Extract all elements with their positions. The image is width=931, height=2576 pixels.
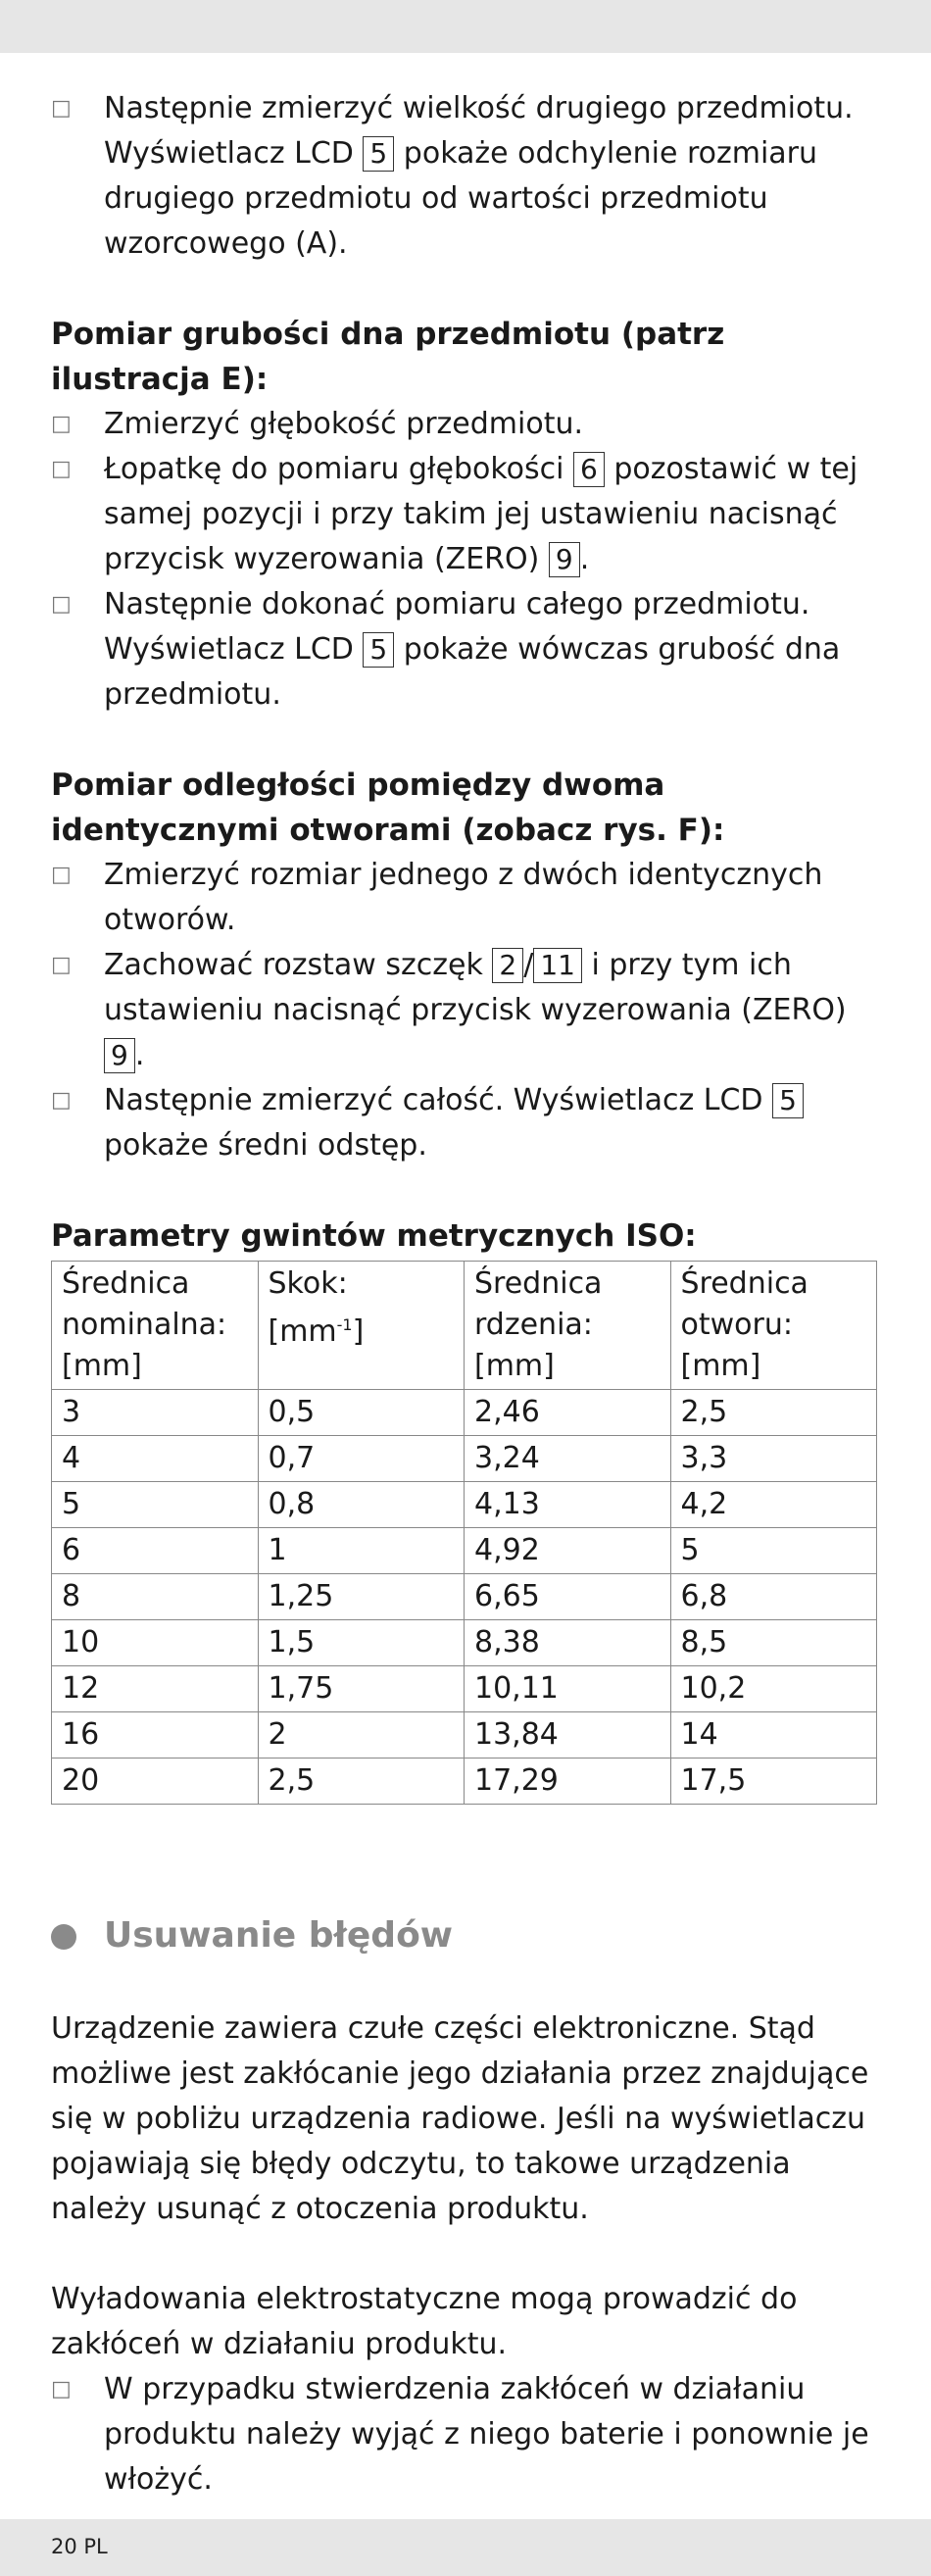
paragraph: Urządzenie zawiera czułe części elektroniczne. Stąd możliwe jest zakłócanie jego działania przez znajdujące się w pobliżu urządzenia radiowe. Jeśli na wyświetlaczu pojawiają się błędy odczytu, to takowe urządzenia należy usunąć z otoczenia produktu.	[51, 2011, 869, 2226]
top-bar	[0, 0, 931, 53]
list-item	[51, 943, 880, 1078]
bullet-dot-icon	[51, 1924, 76, 1950]
reference-number: 9	[104, 1038, 135, 1073]
slash: /	[523, 948, 534, 982]
checkbox-bullet-icon: □	[51, 592, 72, 617]
reference-number: 9	[549, 542, 580, 577]
reference-number: 5	[363, 136, 394, 172]
header-cell-pitch: Skok: $[mm^{-1}]$	[258, 1262, 465, 1390]
table-heading: Parametry gwintów metrycznych ISO:	[51, 1218, 697, 1254]
item-text: Zmierzyć głębokość przedmiotu.	[104, 407, 584, 441]
table-row: 10 1,5 8,38 8,5	[52, 1620, 877, 1666]
item-text: Następnie dokonać pomiaru całego przedmiotu. Wyświetlacz LCD	[104, 587, 810, 667]
item-text: Następnie zmierzyć całość. Wyświetlacz LCD	[104, 1083, 763, 1117]
reference-number: 6	[573, 452, 605, 487]
list-item	[51, 853, 880, 943]
table-row: 3 0,5 2,46 2,5	[52, 1390, 877, 1436]
section-heading: Pomiar odległości pomiędzy dwoma identycznymi otworami (zobacz rys. F):	[51, 768, 725, 848]
checkbox-bullet-icon: □	[51, 96, 72, 121]
paragraph: Wyładowania elektrostatyczne mogą prowadzić do zakłóceń w działaniu produktu.	[51, 2282, 798, 2361]
item-text: .	[579, 542, 590, 576]
checkbox-bullet-icon: □	[51, 1088, 72, 1113]
header-cell-nominal: Średnica nominalna: [mm]	[52, 1262, 259, 1390]
item-text: pokaże odchylenie rozmiaru drugiego przedmiotu od wartości przedmiotu wzorcowego (A).	[104, 136, 818, 261]
item-text: i przy tym ich ustawieniu nacisnąć przycisk wyzerowania (ZERO)	[104, 948, 847, 1027]
table-row: 8 1,25 6,65 6,8	[52, 1574, 877, 1620]
header-cell-core: Średnica rdzenia: [mm]	[465, 1262, 671, 1390]
reference-number: 11	[533, 948, 582, 983]
item-text: Łopatkę do pomiaru głębokości	[104, 452, 564, 486]
item-text: W przypadku stwierdzenia zakłóceń w działaniu produktu należy wyjąć z niego baterie i ponownie je włożyć.	[104, 2372, 869, 2497]
table-row: 4 0,7 3,24 3,3	[52, 1436, 877, 1482]
checkbox-bullet-icon: □	[51, 412, 72, 436]
reference-number: 2	[492, 948, 523, 983]
table-row: 16 2 13,84 14	[52, 1712, 877, 1759]
list-item	[51, 1078, 880, 1168]
page-number: 20 PL	[51, 2535, 108, 2558]
table-row: 6 1 4,92 5	[52, 1528, 877, 1574]
table-row: 12 1,75 10,11 10,2	[52, 1666, 877, 1712]
table-header-row	[52, 1262, 877, 1390]
page-footer	[0, 2519, 931, 2576]
item-text: Zachować rozstaw szczęk	[104, 948, 483, 982]
table-row: 5 0,8 4,13 4,2	[52, 1482, 877, 1528]
section-title: Usuwanie błędów	[51, 1910, 880, 1961]
list-item	[51, 402, 880, 447]
item-text: Następnie zmierzyć wielkość drugiego przedmiotu. Wyświetlacz LCD	[104, 91, 854, 171]
list-item	[51, 86, 880, 267]
thread-parameters-table	[51, 1261, 877, 1805]
page-content	[51, 86, 880, 2502]
checkbox-bullet-icon: □	[51, 953, 72, 977]
item-text: pozostawić w tej samej pozycji i przy takim jej ustawieniu nacisnąć przycisk wyzerowania (ZERO)	[104, 452, 858, 576]
list-item	[51, 2367, 880, 2502]
list-item	[51, 447, 880, 582]
reference-number: 5	[772, 1083, 804, 1118]
item-text: pokaże wówczas grubość dna przedmiotu.	[104, 632, 841, 712]
checkbox-bullet-icon: □	[51, 2377, 72, 2402]
item-text: pokaże średni odstęp.	[104, 1128, 427, 1163]
item-text: Zmierzyć rozmiar jednego z dwóch identycznych otworów.	[104, 858, 823, 937]
item-text: .	[134, 1038, 145, 1072]
reference-number: 5	[363, 632, 394, 668]
list-item	[51, 582, 880, 718]
checkbox-bullet-icon: □	[51, 457, 72, 481]
checkbox-bullet-icon: □	[51, 863, 72, 887]
section-heading: Pomiar grubości dna przedmiotu (patrz ilustracja E):	[51, 317, 725, 397]
header-cell-hole: Średnica otworu: [mm]	[670, 1262, 877, 1390]
table-row: 20 2,5 17,29 17,5	[52, 1759, 877, 1805]
